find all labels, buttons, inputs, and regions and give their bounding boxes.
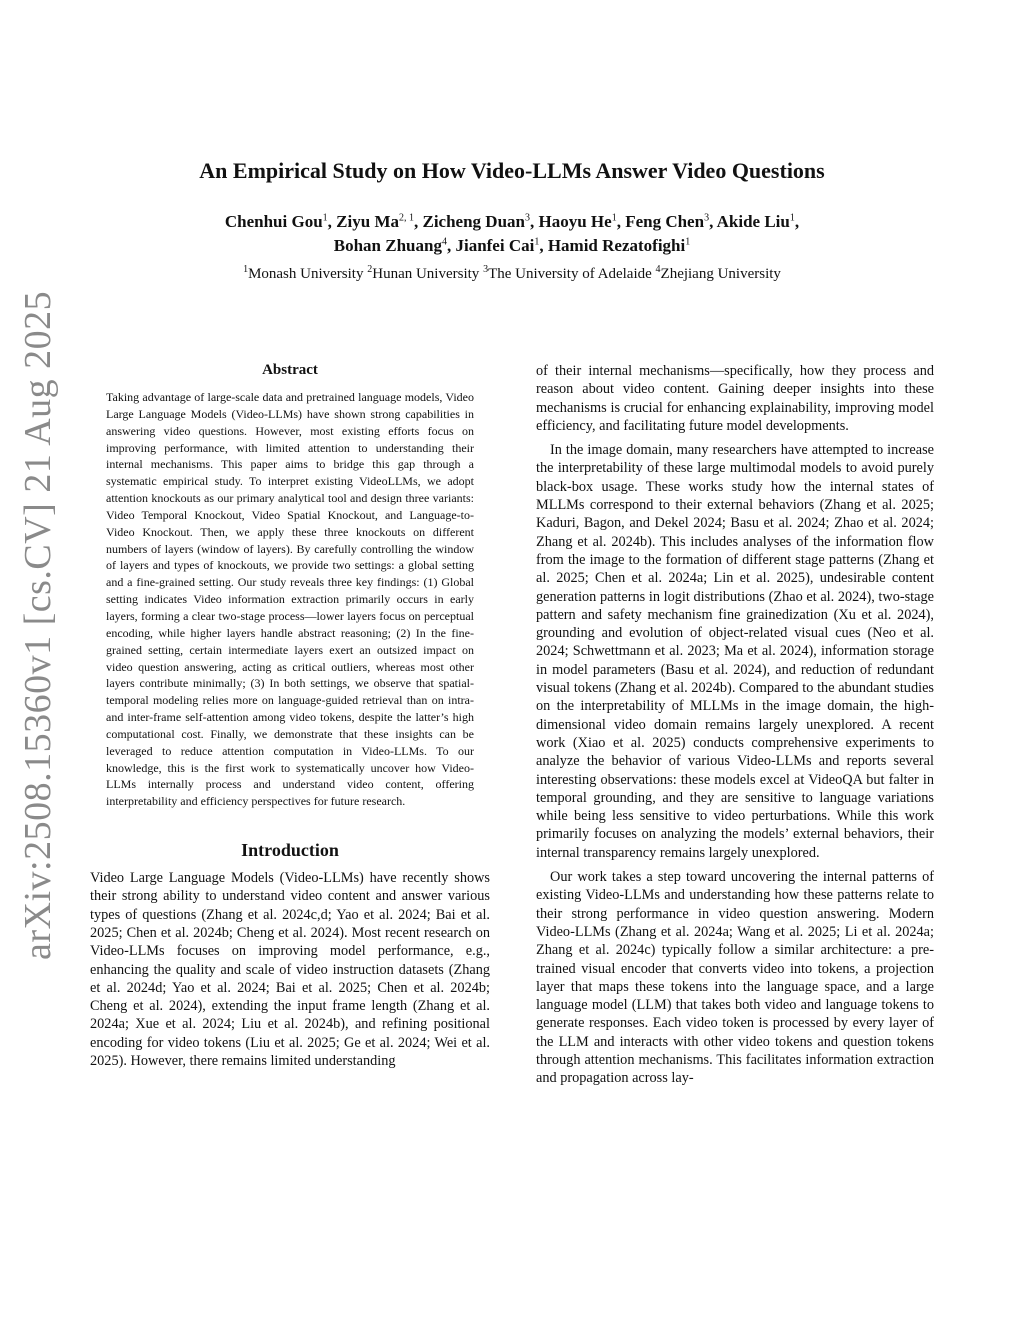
author-name: Hamid Rezatofighi — [547, 236, 686, 255]
abstract-heading: Abstract — [262, 362, 318, 378]
affil-sup: 2 — [367, 264, 373, 275]
author-affil-sup: 1 — [789, 212, 795, 224]
author-affil-sup: 1 — [685, 236, 691, 248]
introduction-heading: Introduction — [241, 840, 339, 861]
paper-title: An Empirical Study on How Video-LLMs Answer Video Questions — [199, 158, 825, 183]
author-line-2: Bohan Zhuang$^4$, Jianfei Cai$^1$, Hamid Rezatofighi$^1$ — [333, 236, 691, 255]
intro-paragraph-1: Video Large Language Models (Video-LLMs) have recently shows their strong ability to understand video content and answer various types of questions (Zhang et al. 2024c,d; Yao et al. 2024; Bai et al. 2025; Chen et al. 2024b; Cheng et al. 2024). Most recent research on Video-LLMs focuses on improving model performance, e.g., enhancing the quality and scale of video instruction datasets (Zhang et al. 2024d; Yao et al. 2024; Bai et al. 2025; Chen et al. 2024b; Cheng et al. 2024), extending the input frame length (Zhang et al. 2024a; Xue et al. 2024; Liu et al. 2024b), and refining positional encoding for video tokens (Liu et al. 2025; Ge et al. 2024; Wei et al. 2025). However, there remains limited understanding — [90, 870, 490, 1070]
author-name: Akide Liu — [716, 212, 790, 231]
affil-sup: 1 — [243, 264, 249, 275]
abstract-text: Taking advantage of large-scale data and pretrained language models, Video Large Language Models (Video-LLMs) have shown strong capabilities in answering video questions. However, most existing efforts focus on improving performance, with limited attention to understanding their internal mechanisms. This paper aims to bridge this gap through a systematic empirical study. To interpret existing VideoLLMs, we adopt attention knockouts as our primary analytical tool and design three variants: Video Temporal Knockout, Video Spatial Knockout, and Language-to-Video Knockout. Then, we apply these three knockouts on different numbers of layers (window of layers). By carefully controlling the window of layers and types of knockouts, we provide two settings: a global setting and a fine-grained setting. Our study reveals three key findings: (1) Global setting indicates Video information extraction primarily occurs in early layers, forming a clear two-stage process—lower layers focus on perceptual encoding, while higher layers handle abstract reasoning; (2) In the fine-grained setting, certain intermediate layers exert an outsized impact on video question answering, acting as critical outliers, whereas most other layers contribute minimally; (3) In both settings, we observe that spatial-temporal modeling relies more on language-guided retrieval than on intra- and inter-frame self-attention among video tokens, despite the latter’s high computational cost. Finally, we demonstrate that these insights can be leveraged to reduce attention computation in Video-LLMs. To our knowledge, this is the first work to systematically uncover how Video-LLMs internally process and understand video content, offering interpretability and efficiency perspectives for future research. — [106, 390, 474, 809]
author-list — [0, 210, 1024, 258]
left-column — [90, 362, 490, 1070]
author-affil-sup: 4 — [441, 236, 447, 248]
arxiv-stamp: arXiv:2508.15360v1 [cs.CV] 21 Aug 2025 — [17, 290, 59, 960]
author-affil-sup: 3 — [524, 212, 530, 224]
author-name: Haoyu He — [538, 212, 612, 231]
author-affil-sup: 3 — [704, 212, 710, 224]
affiliation-list — [0, 266, 1024, 283]
author-line-1: Chenhui Gou$^1$, Ziyu Ma$^{2, 1}$, Zicheng Duan$^3$, Haoyu He$^1$, Feng Chen$^3$, Akide Liu$^1$, — [224, 212, 800, 231]
author-affil-sup: 1 — [611, 212, 617, 224]
author-name: Chenhui Gou — [224, 212, 323, 231]
author-name: Bohan Zhuang — [333, 236, 442, 255]
affil-name: The University of Adelaide — [488, 266, 652, 282]
intro-paragraph-2: In the image domain, many researchers have attempted to increase the interpretability of these large multimodal models to avoid purely black-box usage. These works study how the internal states of MLLMs correspond to their external behaviors (Zhang et al. 2025; Kaduri, Bagon, and Dekel 2024; Basu et al. 2024; Zhao et al. 2024; Zhang et al. 2024b). This includes analyses of the information flow from the image to the formation of different stage patterns (Zhang et al. 2025; Chen et al. 2024a; Lin et al. 2025), undesirable content generation patterns in logit distributions (Zhao et al. 2024), two-stage pattern and safety mechanism fine grainedization (Xu et al. 2024), grounding and evolution of object-related visual cues (Neo et al. 2024; Schwettmann et al. 2023; Ma et al. 2024), information storage in model parameters (Basu et al. 2024), and reduction of redundant visual tokens (Zhang et al. 2024b). Compared to the abundant studies on the interpretability of MLLMs in the image domain, the high-dimensional video domain remains largely unexplored. A recent work (Xiao et al. 2025) conducts comprehensive experiments to analyze the behavior of various Video-LLMs and reports several interesting observations: these models excel at VideoQA but falter in temporal grounding, and they are sensitive to language variations while being less sensitive to video perturbations. While this work primarily focuses on analyzing the models’ external behaviors, their internal transparency remains largely unexplored. — [536, 442, 934, 861]
affil-name: Hunan University — [372, 266, 480, 282]
author-name: Zicheng Duan — [422, 212, 525, 231]
intro-paragraph-3: Our work takes a step toward uncovering the internal patterns of existing Video-LLMs and understanding how these patterns relate to their strong performance in video question answering. Modern Video-LLMs (Zhang et al. 2024a; Wang et al. 2025; Li et al. 2024a; Zhang et al. 2024c) typically follow a similar architecture: a pre-trained visual encoder that converts video into tokens, a projection layer that maps these tokens into the language space, and a large language model (LLM) that takes both video and language tokens to generate responses. Each video token is processed by every layer of the LLM and interacts with other video tokens and question tokens through attention mechanisms. This facilitates information extraction and propagation across lay- — [536, 869, 934, 1087]
author-name: Feng Chen — [625, 212, 705, 231]
intro-paragraph-1-continued: of their internal mechanisms—specifically, how they process and reason about video content. Gaining deeper insights into these mechanisms is crucial for enhancing explainability, improving model efficiency, and facilitating future model developments. — [536, 363, 934, 434]
author-affil-sup: 2, 1 — [398, 212, 414, 224]
author-name: Jianfei Cai — [455, 236, 535, 255]
right-column — [536, 362, 934, 1088]
author-affil-sup: 1 — [322, 212, 328, 224]
affil-name: Zhejiang University — [660, 266, 781, 282]
affil-sup: 3 — [483, 264, 489, 275]
author-affil-sup: 1 — [534, 236, 540, 248]
affil-sup: 4 — [655, 264, 661, 275]
author-name: Ziyu Ma — [336, 212, 399, 231]
affil-name: Monash University — [248, 266, 364, 282]
